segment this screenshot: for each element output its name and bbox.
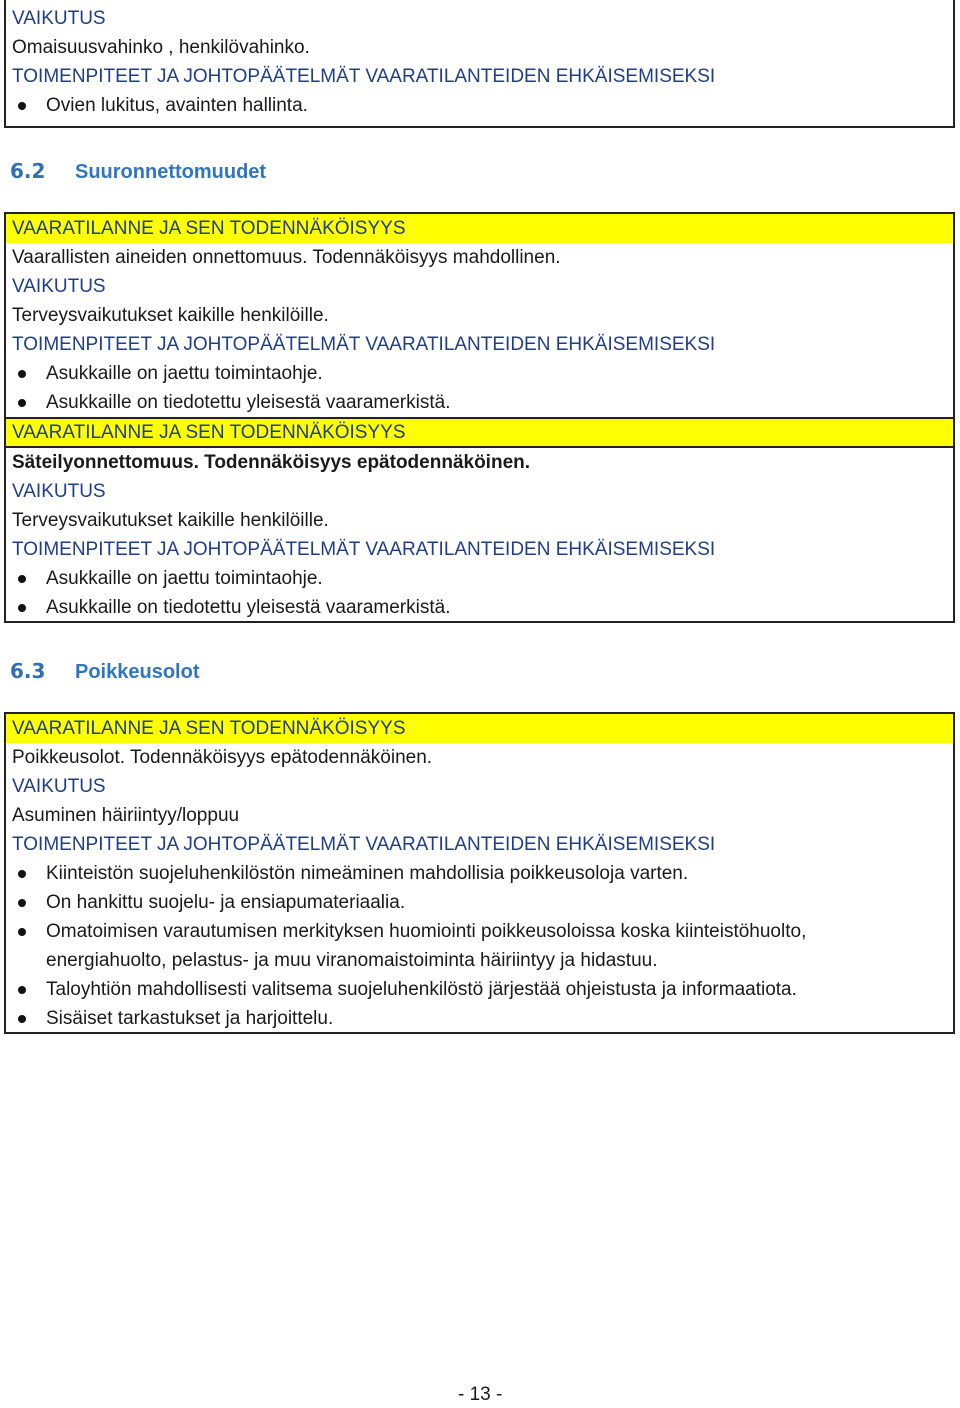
list-item (6, 859, 953, 888)
list-item (6, 564, 953, 593)
bullet-icon (18, 1015, 26, 1023)
bullet-icon (18, 575, 26, 583)
section-number: 6.3 (10, 659, 46, 683)
hazard-box-6-3 (4, 712, 955, 1034)
bullet-icon (18, 399, 26, 407)
effect-text: Terveysvaikutukset kaikille henkilöille. (12, 305, 329, 326)
bullet-icon (18, 604, 26, 612)
list-item-text: Asukkaille on tiedotettu yleisestä vaaramerkistä. (46, 597, 451, 618)
hazard-heading: VAARATILANNE JA SEN TODENNÄKÖISYYS (6, 214, 953, 243)
list-item (6, 917, 953, 946)
section-heading-6-3 (10, 655, 199, 687)
continued-box (4, 0, 955, 128)
bullet-icon (18, 986, 26, 994)
hazard-box-6-2 (4, 212, 955, 623)
hazard-description: Säteilyonnettomuus. Todennäköisyys epätodennäköinen. (12, 452, 531, 473)
effect-text: Terveysvaikutukset kaikille henkilöille. (12, 510, 329, 531)
effect-label: VAIKUTUS (12, 776, 106, 797)
list-item (6, 593, 953, 622)
measures-label: TOIMENPITEET JA JOHTOPÄÄTELMÄT VAARATILANTEIDEN EHKÄISEMISEKSI (12, 834, 716, 855)
list-item-text: Asukkaille on jaettu toimintaohje. (46, 363, 323, 384)
section-number: 6.2 (10, 159, 46, 183)
list-item (6, 888, 953, 917)
measures-label: TOIMENPITEET JA JOHTOPÄÄTELMÄT VAARATILANTEIDEN EHKÄISEMISEKSI (12, 539, 716, 560)
list-item-text: Asukkaille on jaettu toimintaohje. (46, 568, 323, 589)
list-item-continuation: energiahuolto, pelastus- ja muu viranomaistoiminta häiriintyy ja hidastuu. (46, 950, 658, 971)
list-item (6, 1004, 953, 1033)
measures-label: TOIMENPITEET JA JOHTOPÄÄTELMÄT VAARATILANTEIDEN EHKÄISEMISEKSI (12, 66, 716, 87)
list-item-text: Sisäiset tarkastukset ja harjoittelu. (46, 1008, 334, 1029)
bullet-icon (18, 370, 26, 378)
hazard-description: Vaarallisten aineiden onnettomuus. Todennäköisyys mahdollinen. (12, 247, 561, 268)
list-item-text: Kiinteistön suojeluhenkilöstön nimeäminen mahdollisia poikkeusoloja varten. (46, 863, 689, 884)
hazard-heading: VAARATILANNE JA SEN TODENNÄKÖISYYS (6, 417, 953, 448)
effect-text: Omaisuusvahinko , henkilövahinko. (12, 37, 310, 58)
effect-label: VAIKUTUS (12, 481, 106, 502)
measures-label: TOIMENPITEET JA JOHTOPÄÄTELMÄT VAARATILANTEIDEN EHKÄISEMISEKSI (12, 334, 716, 355)
list-item-text: Taloyhtiön mahdollisesti valitsema suojeluhenkilöstö järjestää ohjeistusta ja informaatiota. (46, 979, 797, 1000)
list-item (6, 91, 953, 120)
page-number: - 13 - (458, 1384, 503, 1405)
list-item-text: Ovien lukitus, avainten hallinta. (46, 95, 308, 116)
section-title: Poikkeusolot (75, 661, 200, 683)
section-heading-6-2 (10, 155, 266, 187)
bullet-icon (18, 899, 26, 907)
effect-label: VAIKUTUS (12, 276, 106, 297)
hazard-description: Poikkeusolot. Todennäköisyys epätodennäköinen. (12, 747, 433, 768)
list-item-text: On hankittu suojelu- ja ensiapumateriaalia. (46, 892, 406, 913)
list-item-text: Asukkaille on tiedotettu yleisestä vaaramerkistä. (46, 392, 451, 413)
hazard-heading: VAARATILANNE JA SEN TODENNÄKÖISYYS (6, 714, 953, 743)
bullet-icon (18, 102, 26, 110)
list-item (6, 388, 953, 417)
effect-text: Asuminen häiriintyy/loppuu (12, 805, 240, 826)
list-item-text: Omatoimisen varautumisen merkityksen huomiointi poikkeusoloissa koska kiinteistöhuolto, (46, 921, 807, 942)
section-title: Suuronnettomuudet (75, 161, 267, 183)
list-item (6, 359, 953, 388)
bullet-icon (18, 928, 26, 936)
list-item (6, 975, 953, 1004)
bullet-icon (18, 870, 26, 878)
effect-label: VAIKUTUS (12, 8, 106, 29)
